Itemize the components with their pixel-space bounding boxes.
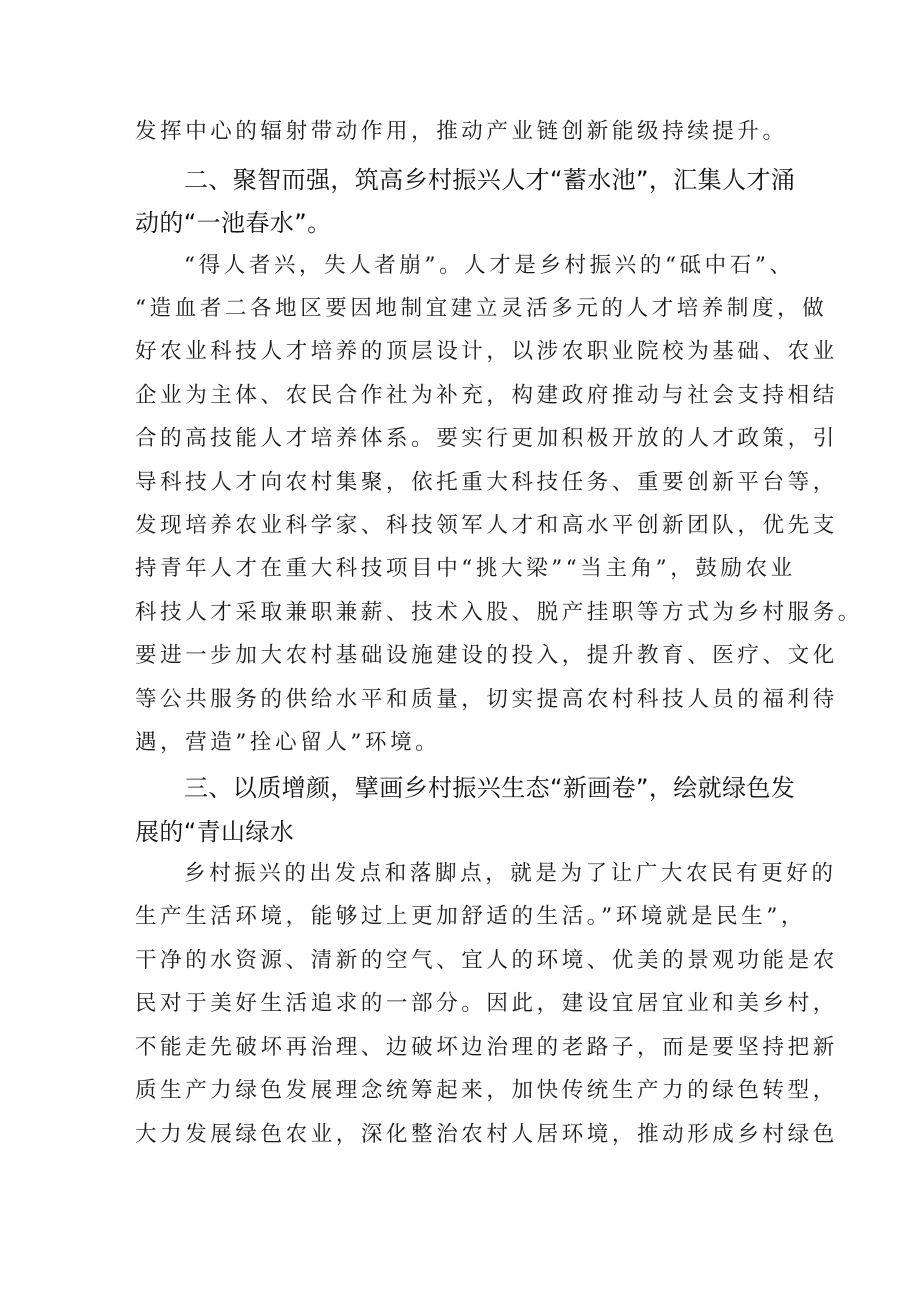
paragraph-line: 发挥中心的辐射带动作用，推动产业链创新能级持续提升。 bbox=[135, 119, 788, 144]
paragraph-line: 民对于美好生活追求的一部分。因此，建设宜居宜业和美乡村， bbox=[135, 991, 838, 1016]
paragraph-line: “造血者二各地区要因地制宜建立灵活多元的人才培养制度，做 bbox=[135, 296, 828, 321]
paragraph-line: 大力发展绿色农业，深化整治农村人居环境，推动形成乡村绿色 bbox=[135, 1122, 838, 1147]
section-heading-line: 动的“一池春水”。 bbox=[135, 209, 332, 237]
paragraph-line: 好农业科技人才培养的顶层设计，以涉农职业院校为基础、农业 bbox=[135, 339, 838, 364]
section-heading-line: 三、以质增颜，擘画乡村振兴生态“新画卷”，绘就绿色发 bbox=[184, 774, 796, 802]
paragraph-line: 导科技人才向农村集聚，依托重大科技任务、重要创新平台等， bbox=[135, 470, 838, 495]
paragraph-line: 合的高技能人才培养体系。要实行更加积极开放的人才政策，引 bbox=[135, 426, 838, 451]
paragraph-line: 质生产力绿色发展理念统筹起来，加快传统生产力的绿色转型， bbox=[135, 1078, 838, 1103]
paragraph-line: 持青年人才在重大科技项目中“挑大梁”“当主角”，鼓励农业 bbox=[135, 556, 796, 581]
paragraph-line: “得人者兴，失人者崩”。人才是乡村振兴的“砥中石”、 bbox=[184, 253, 795, 278]
paragraph-line: 要进一步加大农村基础设施建设的投入，提升教育、医疗、文化 bbox=[135, 643, 838, 668]
paragraph-line: 发现培养农业科学家、科技领军人才和高水平创新团队，优先支 bbox=[135, 513, 838, 538]
paragraph-line: 不能走先破坏再治理、边破坏边治理的老路子，而是要坚持把新 bbox=[135, 1035, 838, 1060]
paragraph-line: 遇，营造”拴心留人”环境。 bbox=[135, 730, 441, 755]
section-heading-line: 二、聚智而强，筑高乡村振兴人才“蓄水池”，汇集人才涌 bbox=[184, 166, 796, 194]
paragraph-line: 科技人才采取兼职兼薪、技术入股、脱产挂职等方式为乡村服务。 bbox=[135, 600, 863, 625]
paragraph-line: 等公共服务的供给水平和质量，切实提高农村科技人员的福利待 bbox=[135, 687, 838, 712]
section-heading-line: 展的“青山绿水 bbox=[135, 818, 295, 846]
paragraph-line: 生产生活环境，能够过上更加舒适的生活。”环境就是民生”， bbox=[135, 904, 807, 929]
paragraph-line: 干净的水资源、清新的空气、宜人的环境、优美的景观功能是农 bbox=[135, 948, 838, 973]
paragraph-line: 企业为主体、农民合作社为补充，构建政府推动与社会支持相结 bbox=[135, 383, 838, 408]
paragraph-line: 乡村振兴的出发点和落脚点，就是为了让广大农民有更好的 bbox=[184, 861, 837, 886]
